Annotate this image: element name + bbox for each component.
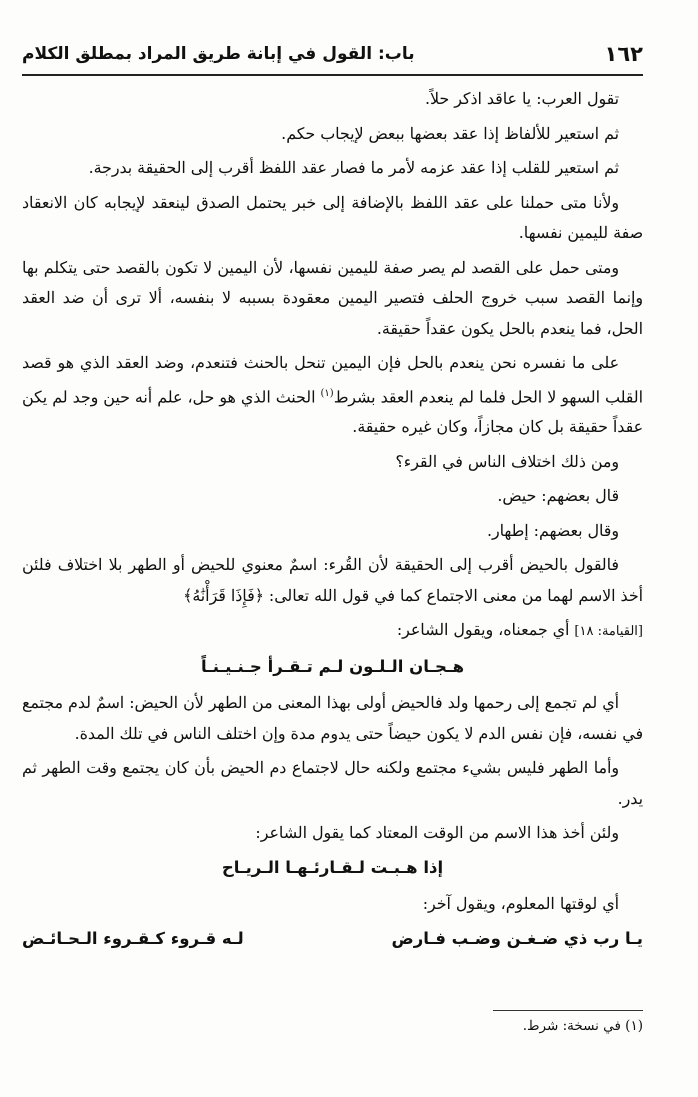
footnote-rule (493, 1010, 643, 1011)
paragraph-text: على ما نفسره نحن ينعدم بالحل فإن اليمين تنحل بالحنث فتنعدم، وضد العقد الذي هو قصد القلب السهو لا الحل فلما لم ينعدم العقد بشرط (22, 353, 643, 406)
chapter-title: باب: القول في إبانة طريق المراد بمطلق الكلام (22, 44, 415, 64)
poem-verse: هـجـان الـلـون لـم تـقـرأ جـنـيـنـاً (200, 656, 465, 676)
paragraph: ولئن أخذ هذا الاسم من الوقت المعتاد كما يقول الشاعر: (255, 823, 619, 843)
paragraph: أي لم تجمع إلى رحمها ولد فالحيض أولى بهذا المعنى من الطهر لأن الحيض: اسمٌ لدم مجتمع في نفسه، فإن نفس الدم لا يكون حيضاً حتى يدوم مدة وإن اختلف الناس في تلك المدة. (22, 693, 643, 743)
page-body (22, 84, 643, 1037)
paragraph: فالقول بالحيض أقرب إلى الحقيقة لأن القُرء: اسمٌ معنوي للحيض أو الطهر بلا اختلاف فلئن أخذ الاسم لهما من معنى الاجتماع كما في قول الله تعالى: ﴿فَإِذَا قَرَأْنَٰهُ﴾ (22, 555, 643, 605)
paragraph: ولأنا متى حملنا على عقد اللفظ بالإضافة إلى خبر يحتمل الصدق لينعقد لإيجابه كان الانعقاد صفة لليمين نفسها. (22, 192, 643, 242)
poem-verse: إذا هـبـت لـقـارئـهـا الـريـاح (221, 857, 444, 877)
page-header (22, 38, 643, 70)
paragraph: وقال بعضهم: إطهار. (486, 520, 619, 540)
verse-first-hemistich: يـا رب ذي ضـغـن وضـب فـارض (391, 928, 643, 948)
paragraph-text: الحنث الذي هو حل، علم أنه حين وجد لم يكن عقداً حقيقة بل كان مجازاً، وكان غيره حقيقة. (22, 386, 643, 437)
verse-second-hemistich: لـه قـروء كـقـروء الـحـائـض (22, 928, 244, 948)
paragraph: أي لوقتها المعلوم، ويقول آخر: (422, 894, 619, 914)
paragraph: قال بعضهم: حيض. (497, 486, 619, 506)
quran-reference: [القيامة: ١٨] (574, 624, 643, 640)
page-number: ١٦٢ (604, 42, 643, 66)
paragraph (22, 615, 643, 648)
poem-couplet (22, 924, 643, 955)
paragraph: تقول العرب: يا عاقد اذكر حلاً. (424, 89, 619, 108)
header-rule (22, 74, 643, 76)
paragraph: ثم استعير للألفاظ إذا عقد بعضها ببعض لإيجاب حكم. (281, 123, 619, 143)
paragraph-with-footnote (22, 348, 643, 443)
footnote: (١) في نسخة: شرط. (522, 1018, 643, 1034)
paragraph: ومتى حمل على القصد لم يصر صفة لليمين نفسها، لأن اليمين لا تكون بالقصد حتى يتكلم بها وإنما القصد سبب خروج الحلف فتصير اليمين معقودة بسببه لا بنفسه، ألا ترى أن ضد العقد الحل، فما ينعدم بالحل يكون عقداً حقيقة. (22, 257, 643, 338)
paragraph-text: أي جمعناه، ويقول الشاعر: (396, 620, 575, 640)
footnote-marker: (١) (320, 387, 334, 399)
paragraph: ثم استعير للقلب إذا عقد عزمه لأمر ما فصار عقد اللفظ أقرب إلى الحقيقة بدرجة. (88, 158, 619, 177)
paragraph: وأما الطهر فليس بشيء مجتمع ولكنه حال لاجتماع دم الحيض بأن كان يجتمع وقت الطهر ثم يدر. (22, 758, 643, 808)
paragraph: ومن ذلك اختلاف الناس في القرء؟ (395, 451, 619, 471)
